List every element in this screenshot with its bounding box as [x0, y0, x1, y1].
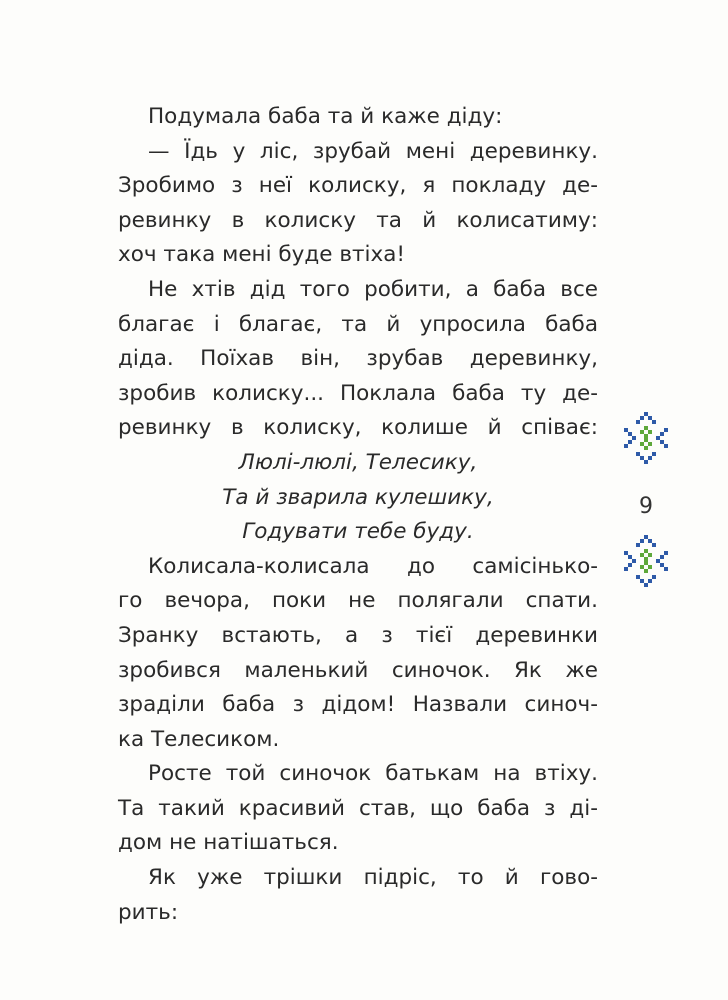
text-line: хоч така мені буде втіха!	[118, 242, 406, 268]
text-line: зробив колиску... Поклала баба ту де-	[118, 380, 598, 406]
text-line: ка Телесиком.	[118, 726, 280, 752]
story-text	[118, 100, 598, 930]
text-line: Росте той синочок батькам на втіху.	[148, 761, 598, 787]
text-line: Зробимо з неї колиску, я покладу де-	[118, 173, 598, 199]
text-line: зробився маленький синочок. Як же	[118, 657, 598, 683]
text-line: Не хтів дід того робити, а баба все	[148, 276, 598, 302]
text-line: Колисала-колисала до самісінько-	[148, 553, 598, 579]
text-line: зраділи баба з дідом! Назвали синоч-	[118, 692, 598, 718]
embroidery-ornament-icon	[622, 535, 670, 599]
text-line: Та такий красивий став, що баба з ді-	[118, 795, 598, 821]
embroidery-ornament-icon	[622, 412, 670, 476]
text-line: Подумала баба та й каже діду:	[148, 104, 503, 129]
text-line: благає і благає, та й упросила баба	[118, 311, 598, 337]
verse-line: Годувати тебе буду.	[242, 519, 474, 545]
text-line: ревинку в колиску та й колисатиму:	[118, 207, 598, 233]
text-line: рить:	[118, 899, 179, 925]
page-number: 9	[639, 494, 653, 519]
text-line: — Їдь у ліс, зрубай мені деревинку.	[148, 138, 598, 164]
text-line: Зранку встають, а з тієї деревинки	[118, 622, 598, 648]
text-line: ревинку в колиску, колише й співає:	[118, 415, 598, 441]
text-line: Як уже трішки підріс, то й гово-	[148, 865, 598, 891]
verse-line: Люлі-люлі, Телесику,	[238, 449, 478, 475]
text-line: дом не натішаться.	[118, 830, 339, 856]
text-line: го вечора, поки не полягали спати.	[118, 588, 598, 614]
verse-line: Та й зварила кулешику,	[222, 484, 494, 510]
text-line: діда. Поїхав він, зрубав деревинку,	[118, 346, 598, 372]
